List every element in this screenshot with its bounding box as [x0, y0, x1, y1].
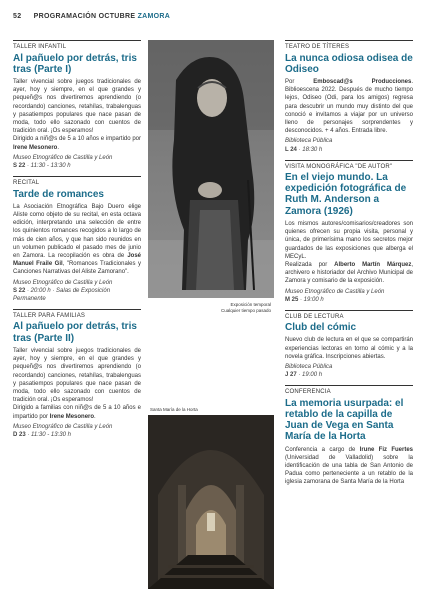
- header-title: PROGRAMACIÓN OCTUBRE: [33, 13, 136, 20]
- event-description: La Asociación Etnográfica Bajo Duero elige Aliste como objeto de su recital, en esta octava edición, interpretando una selección de entre los quinientos romances recogidos a lo largo de más de cien años, y que han sido reunidos en un volumen publicado el pasado mes de junio en Zamora. La recopilación es obra de José Manuel Fraile Gil, "Romances Tradicionales y Canciones Narrativas del Aliste Zamorano".: [13, 203, 141, 276]
- event-datetime: D 23 · 11:30 - 13:30 h: [13, 431, 71, 438]
- photo-elderly-woman: [148, 40, 274, 298]
- event-title: Club del cómic: [285, 322, 357, 334]
- event-title: En el viejo mundo. La expedición fotográfica de Ruth M. Anderson a Zamora (1926): [285, 172, 407, 217]
- event-datetime: L 24 · 18:30 h: [285, 146, 323, 153]
- event-description: Los mismos autores/comisarios/creadores son quienes ofrecen su propia visita, personal y única, de primerísima mano los secretos mejor guardados de las exposiciones que alberga el MECyL.: [285, 220, 413, 260]
- event-taller-infantil: [13, 40, 141, 170]
- event-category: CONFERENCIA: [285, 389, 331, 396]
- photo1-caption: Exposición temporal Cualquier tiempo pasado: [220, 302, 271, 313]
- event-teatro-titeres: [285, 40, 413, 154]
- event-visita-monografica: [285, 160, 413, 304]
- right-column: [285, 40, 413, 493]
- event-venue: Museo Etnográfico de Castilla y León: [13, 154, 113, 161]
- left-column: [13, 40, 141, 445]
- header-city: ZAMORA: [137, 13, 171, 20]
- event-title: La memoria usurpada: el retablo de la capilla de Juan de Vega en Santa María de la Horta: [285, 397, 404, 443]
- event-category: CLUB DE LECTURA: [285, 313, 344, 320]
- event-venue: Biblioteca Pública: [285, 138, 333, 145]
- page-number: 52: [13, 13, 22, 20]
- event-title: Al pañuelo por detrás, tris tras (Parte I): [13, 52, 137, 75]
- event-datetime: J 27 · 19:00 h: [285, 372, 323, 379]
- page-header: [13, 13, 170, 20]
- event-datetime: S 22 · 20:00 h · Salas de Exposición Permanente: [13, 287, 111, 302]
- event-venue: Museo Etnográfico de Castilla y León: [13, 279, 113, 286]
- event-audience: Dirigido a niñ@s de 5 a 10 años e impartido por Irene Mesonero.: [13, 136, 141, 151]
- event-category: VISITA MONOGRÁFICA "DE AUTOR": [285, 163, 393, 170]
- photo2-caption: Santa María de la Horta: [150, 407, 198, 412]
- event-category: TALLER INFANTIL: [13, 44, 67, 50]
- event-club-lectura: [285, 310, 413, 380]
- photo-church-image: [148, 415, 274, 589]
- event-venue: Museo Etnográfico de Castilla y León: [13, 423, 113, 430]
- event-datetime: M 25 · 19:00 h: [285, 296, 324, 303]
- event-recital: [13, 176, 141, 303]
- event-description: Taller vivencial sobre juegos tradicionales de ayer, hoy y siempre, en el que grandes y pequeñ@s nos divertiremos aprendiendo (o recordando) canciones, retahílas, trabalenguas y pasatiempos populares que nace pasan de moda, todo ello sazonado con cuentos de tradición oral. ¡Os esperamos!: [13, 347, 141, 404]
- event-taller-familias: [13, 309, 141, 439]
- event-venue: Biblioteca Pública: [285, 364, 333, 371]
- event-conferencia: [285, 385, 413, 486]
- event-venue: Museo Etnográfico de Castilla y León: [285, 288, 385, 295]
- event-category: TALLER PARA FAMILIAS: [13, 312, 86, 319]
- event-title: Al pañuelo por detrás, tris tras (Parte II): [13, 321, 137, 344]
- photo-church-interior: [148, 415, 274, 589]
- photo-woman-image: [148, 40, 274, 298]
- event-description: Por Emboscad@s Producciones. Biblioescena 2022. Después de mucho tiempo lejos, Odiseo (Odi, para los amigos) regresa para descubrir un mundo muy distinto del que conoció e invitamos a viajar por un universo lleno de personajes sorprendentes y desconocidos. + 4 años. Entrada libre.: [285, 78, 413, 135]
- event-guide: Realizada por Alberto Martín Márquez, archivero e historiador del Archivo Municipal de Zamora y comisario de la exposición.: [285, 261, 413, 285]
- event-datetime: S 22 · 11:30 - 13:30 h: [13, 162, 71, 169]
- event-title: Tarde de romances: [13, 188, 104, 200]
- event-audience: Dirigido a familias con niñ@s de 5 a 10 años e impartido por Irene Mesonero.: [13, 405, 141, 420]
- event-description: Nuevo club de lectura en el que se compartirán experiencias lectoras en torno al cómic y a la novela gráfica. Inscripciones abiertas.: [285, 337, 413, 360]
- event-title: La nunca odiosa odisea de Odiseo: [285, 52, 413, 75]
- event-category: TEATRO DE TÍTERES: [285, 44, 350, 50]
- event-description: Conferencia a cargo de Irune Fiz Fuertes (Universidad de Valladolid) sobre la identificación de una tabla de San Antonio de Padua como perteneciente a un retablo de la iglesia zamorana de Santa María de la Horta: [285, 446, 413, 486]
- event-description: Taller vivencial sobre juegos tradicionales de ayer, hoy y siempre, en el que grandes y pequeñ@s nos divertiremos aprendiendo (o recordando) canciones, retahílas, trabalenguas y pasatiempos populares que nace pasan de moda, todo ello sazonado con cuentos de tradición oral. ¡Os esperamos!: [13, 78, 141, 135]
- event-category: RECITAL: [13, 180, 40, 187]
